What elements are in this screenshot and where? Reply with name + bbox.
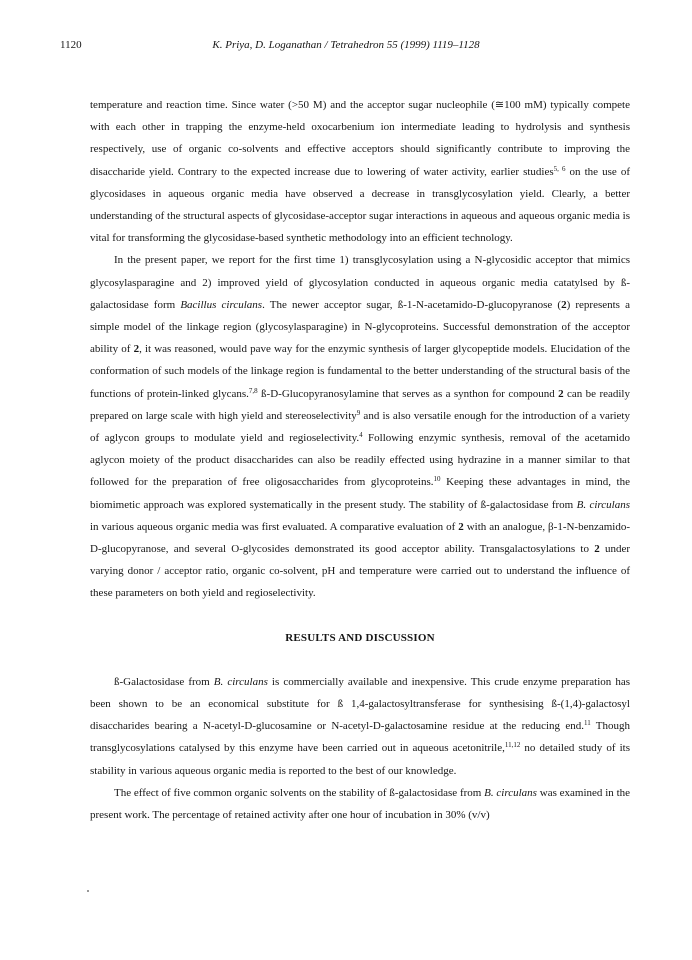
text-run: with an analogue, β-1-N-benzamido-D-glucopyranose, and several O-glycosides demonstrated its good acceptor ability. Transgalactosylations to (90, 520, 631, 556)
running-title: K. Priya, D. Loganathan / Tetrahedron 55 (1999) 1119–1128 (212, 39, 480, 51)
citation: 11,12 (504, 741, 521, 750)
text-run: , it was reasoned, would pave way for the enzymic synthesis of larger glycopeptide models. Elucidation of the conformation of such models of the linkage region is fundamental to the better understanding of the structural basis of the functions of protein-linked glycans. (90, 343, 630, 400)
text-run: ß-Galactosidase from (114, 675, 214, 688)
compound-number: 2 (594, 543, 600, 556)
species-name: B. circulans (213, 675, 268, 688)
paragraph-4 (90, 782, 630, 826)
scan-speck (87, 890, 89, 892)
paragraph-1 (90, 94, 630, 249)
citation: 4 (359, 431, 363, 440)
page-header (0, 39, 692, 55)
compound-number: 2 (133, 343, 140, 356)
citation: 10 (433, 475, 441, 484)
text-run: was examined in the present work. The percentage of retained activity after one hour of incubation in 30% (v/v) (90, 786, 631, 822)
text-run: ) represents a simple model of the linkage region (glycosylasparagine) in N-glycoproteins. Successful demonstration of the acceptor ability of (90, 298, 630, 356)
paragraph-3 (90, 671, 630, 782)
text-run: Though transglycosylations catalysed by this enzyme have been carried out in aqueous acetonitrile, (90, 720, 630, 755)
text-run: Following enzymic synthesis, removal of the acetamido aglycon moiety of the product disaccharides can also be readily effected using hydrazine in a manner similar to that followed for the preparation of free oligosaccharides from glycoproteins. (90, 432, 630, 489)
text-run: In the present paper, we report for the first time 1) transglycosylation using a N-glycosidic acceptor that mimics glycosylasparagine and 2) improved yield of glycosylation conducted in aqueous organic media catatylsed by ß-galactosidase form (90, 254, 630, 311)
species-name: Bacillus circulans (180, 298, 263, 311)
page-number: 1120 (60, 39, 82, 51)
text-run: and is also versatile enough for the introduction of a variety of aglycon groups to modulate yield and regioselectivity. (90, 409, 630, 445)
section-heading: RESULTS AND DISCUSSION (285, 631, 435, 644)
text-run: . The newer acceptor sugar, ß-1-N-acetamido-D-glucopyranose ( (262, 298, 562, 311)
text-run: Keeping these advantages in mind, the biomimetic approach was explored systematically in the present study. The stability of ß-galactosidase from (90, 476, 630, 511)
species-name: B. circulans (576, 498, 631, 511)
paragraph-1-tail: on the use of glycosidases in aqueous organic media have observed a decrease in transglycosylation yield. Clearly, a better understanding of the structural aspects of glycosidase-acceptor sugar interactions in aqueous and aqueous organic media is vital for transforming the glycosidase-based synthetic methodology into an efficient technology. (90, 165, 631, 245)
citation: 9 (356, 408, 361, 417)
species-name: B. circulans (484, 786, 537, 799)
citation: 5, 6 (553, 164, 566, 173)
paragraph-1-text: temperature and reaction time. Since water (>50 M) and the acceptor sugar nucleophile (≅100 mM) typically compete with each other in trapping the enzyme-held oxocarbenium ion intermediate leading to hydrolysis and synthesis respectively, use of organic co-solvents and effective acceptors should significantly contribute to improving the disaccharide yield. Contrary to the expected increase due to lowering of water activity, earlier studies (90, 99, 630, 178)
citation: 11 (583, 719, 591, 728)
text-run: no detailed study of its stability in various aqueous organic media is reported to the best of our knowledge. (90, 742, 630, 777)
compound-number: 2 (558, 387, 564, 400)
compound-number: 2 (561, 298, 567, 311)
text-run: under varying donor / acceptor ratio, organic co-solvent, pH and temperature were carried out to understand the influence of these parameters on both yield and regioselectivity. (90, 543, 630, 600)
citation: 7,8 (248, 386, 258, 395)
paragraph-2 (90, 249, 630, 604)
text-run: ß-D-Glucopyranosylamine that serves as a synthon for compound (257, 387, 559, 400)
text-run: can be readily prepared on large scale with high yield and stereoselectivity (90, 387, 630, 422)
text-run: The effect of five common organic solvents on the stability of ß-galactosidase from (114, 786, 485, 799)
text-run: in various aqueous organic media was first evaluated. A comparative evaluation of (90, 520, 459, 533)
compound-number: 2 (458, 520, 464, 533)
text-run: is commercially available and inexpensive. This crude enzyme preparation has been shown to be an economical substitute for ß 1,4-galactosyltransferase for synthesising ß-(1,4)-galactosyl disaccharides bearing a N-acetyl-D-glucosamine or N-acetyl-D-galactosamine residue at the reducing end. (90, 675, 630, 733)
article-body (90, 94, 630, 826)
